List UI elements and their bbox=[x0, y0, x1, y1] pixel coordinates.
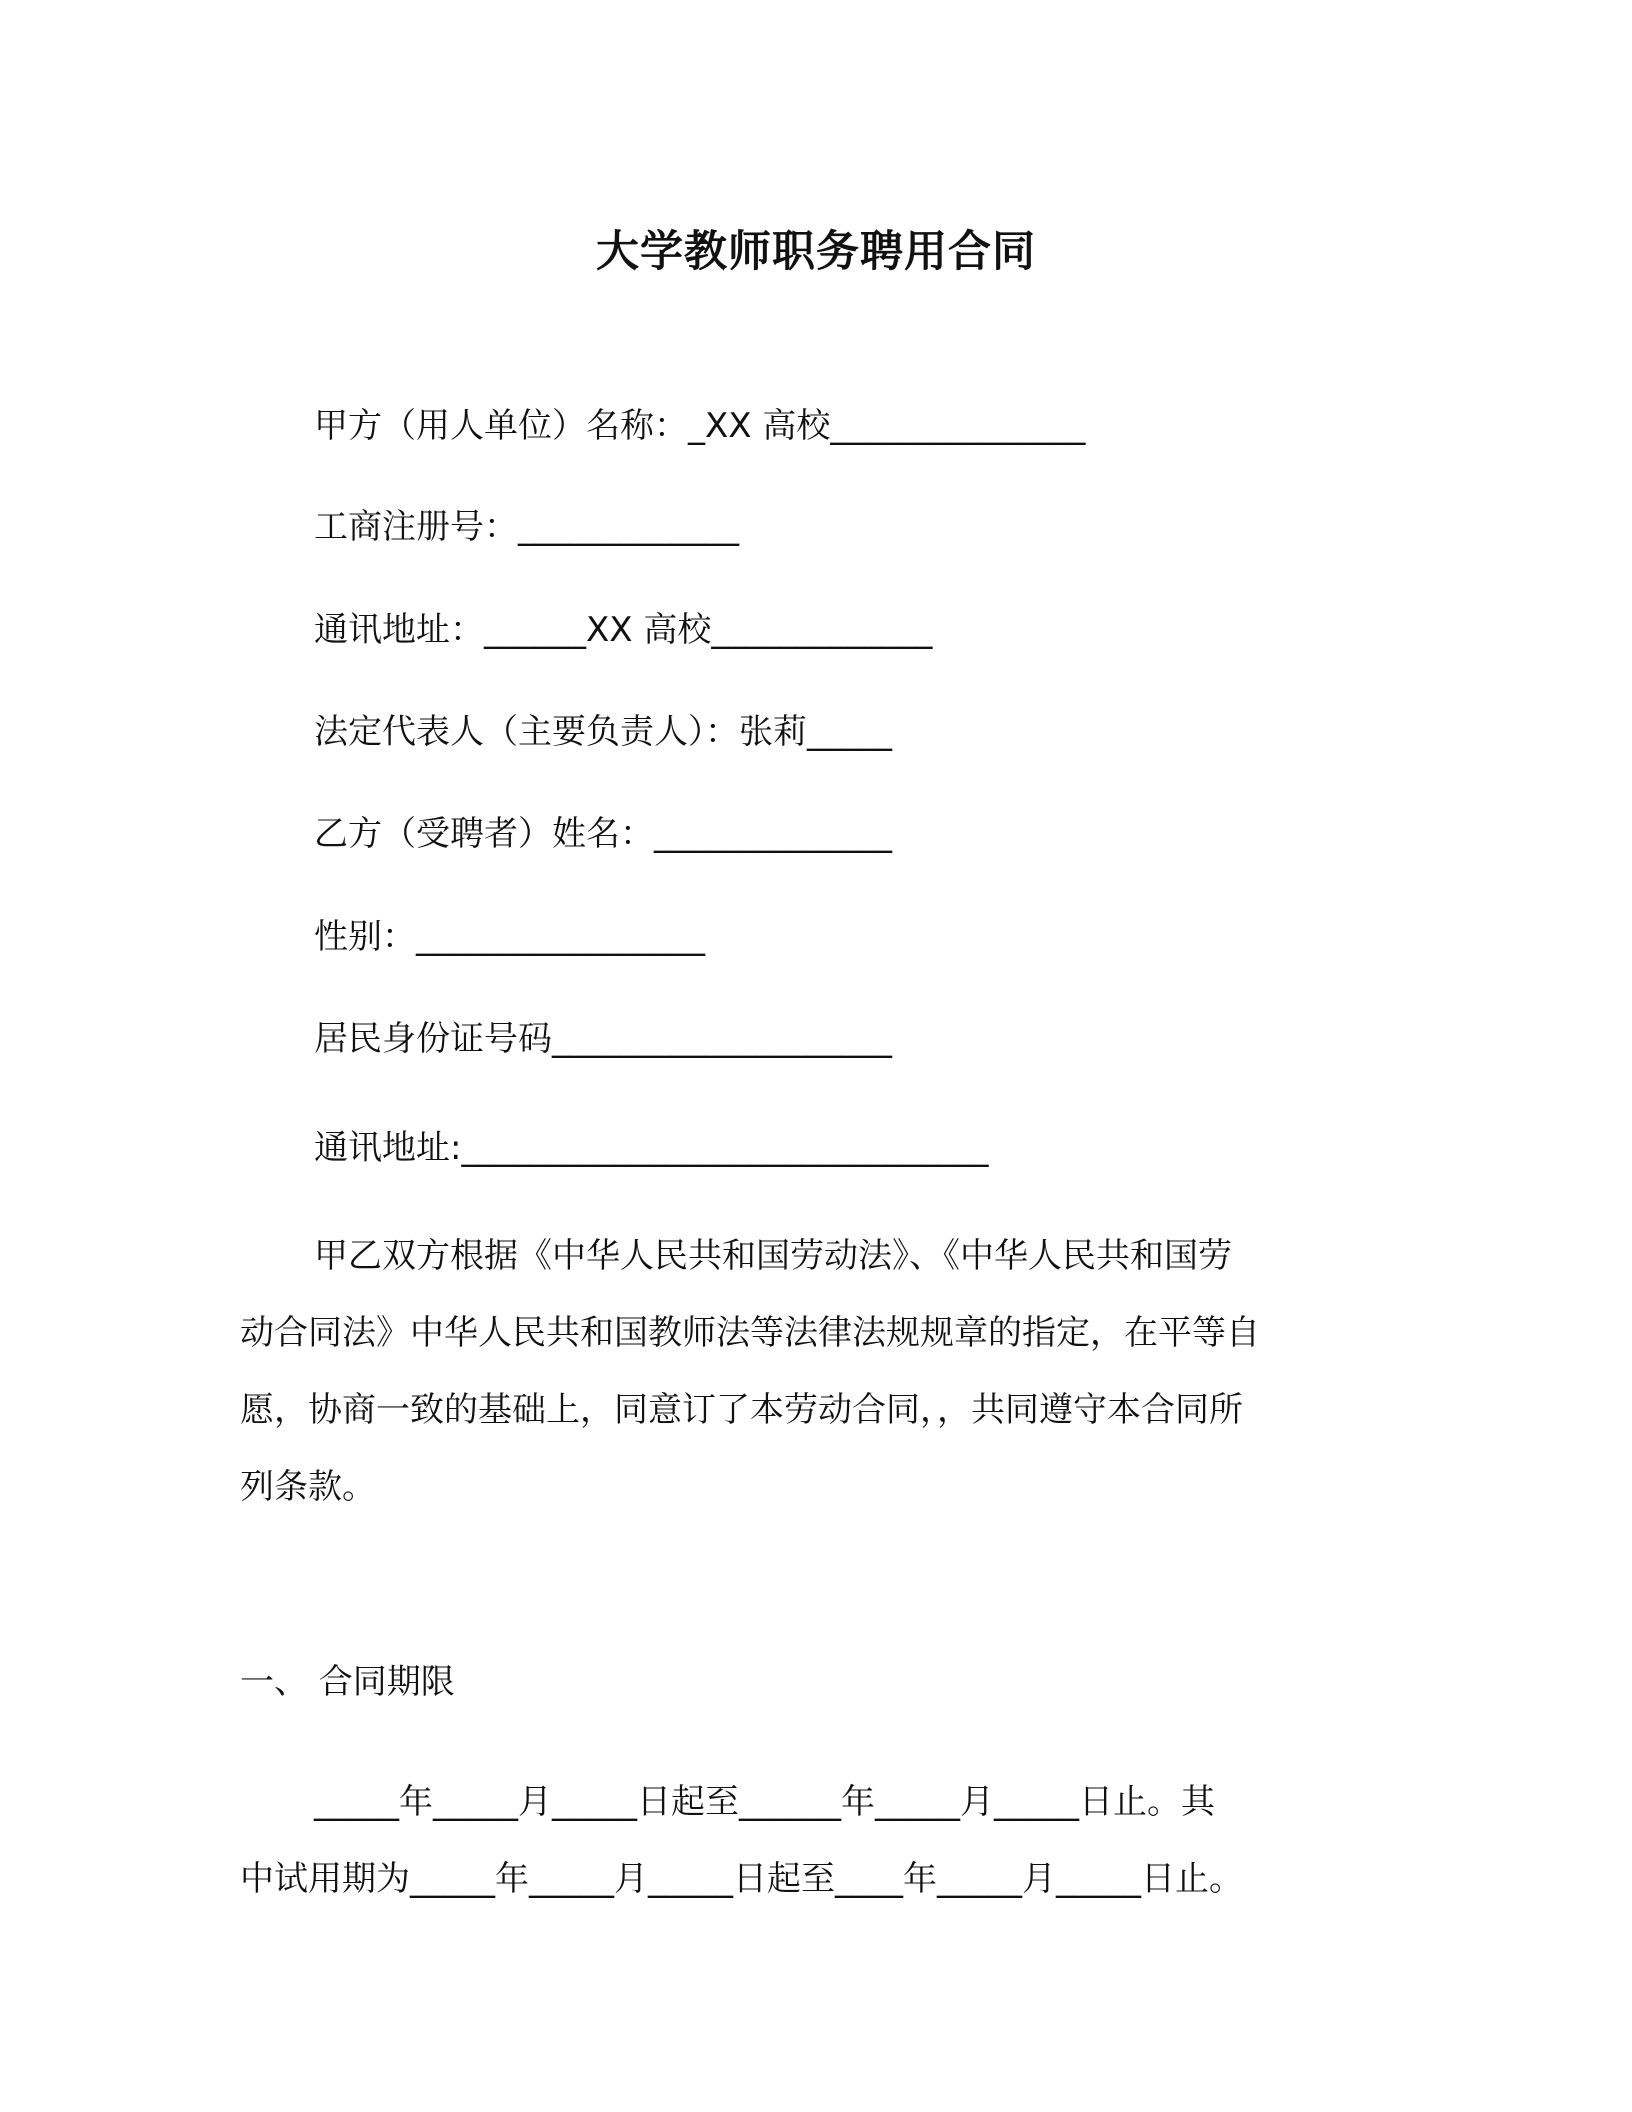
field-party-a-name: 甲方（用人单位）名称：_XX 高校_______________ bbox=[314, 406, 1086, 446]
term-line: _____年_____月_____日起至______年_____月_____日止。其 bbox=[314, 1782, 1215, 1822]
intro-line: 动合同法》中华人民共和国教师法等法律法规规章的指定，在平等自 bbox=[240, 1313, 1260, 1353]
term-line: 中试用期为_____年_____月_____日起至____年_____月_____日止。 bbox=[240, 1859, 1243, 1899]
section-heading-contract-term: 一、 合同期限 bbox=[240, 1662, 455, 1702]
field-legal-representative: 法定代表人（主要负责人）：张莉_____ bbox=[314, 712, 892, 752]
field-party-b-address: 通讯地址:_______________________________ bbox=[314, 1128, 989, 1168]
document-title: 大学教师职务聘用合同 bbox=[596, 227, 1036, 277]
field-party-b-name: 乙方（受聘者）姓名：______________ bbox=[314, 814, 892, 854]
intro-line: 列条款。 bbox=[240, 1467, 376, 1507]
field-business-registration: 工商注册号：_____________ bbox=[314, 507, 739, 547]
field-gender: 性别：_________________ bbox=[314, 917, 705, 957]
field-id-number: 居民身份证号码____________________ bbox=[314, 1019, 892, 1059]
field-party-a-address: 通讯地址：______XX 高校_____________ bbox=[314, 610, 933, 650]
intro-paragraph bbox=[240, 1218, 1360, 1526]
intro-line: 愿，协商一致的基础上，同意订了本劳动合同，，共同遵守本合同所 bbox=[240, 1390, 1243, 1430]
intro-line: 甲乙双方根据《中华人民共和国劳动法》、《中华人民共和国劳 bbox=[314, 1236, 1232, 1276]
contract-term-paragraph bbox=[240, 1764, 1440, 1918]
